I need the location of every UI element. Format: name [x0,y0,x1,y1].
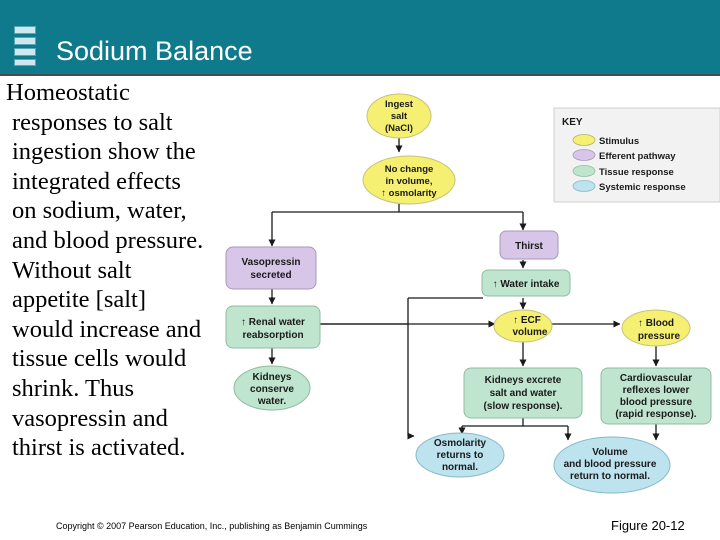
body-line: on sodium, water, [12,197,187,225]
node-label: normal. [441,462,479,473]
node-volume-bp-normal [554,437,670,493]
node-thirst [500,231,558,259]
key-swatch-systemic [573,181,595,192]
node-kidneys-conserve [234,366,310,410]
key-swatch-tissue [573,166,595,177]
node-renal-water [226,306,320,348]
node-label: salt and water [489,388,557,399]
key-label: Stimulus [599,136,640,147]
node-label: salt [390,111,408,122]
node-label: and blood pressure [563,459,657,470]
body-line: responses to salt [12,108,173,136]
body-line: appetite [salt] [12,286,147,314]
node-label: Kidneys [252,372,292,383]
body-line: vasopressin and [12,404,168,432]
node-label: blood pressure [619,397,693,408]
node-label: reflexes lower [622,385,690,396]
node-label: pressure [637,331,681,342]
key-label: Efferent pathway [599,151,676,162]
node-osmolarity-normal [416,433,504,477]
node-label: (slow response). [483,401,563,412]
body-line: tissue cells would [12,345,187,373]
node-label: Ingest [385,99,413,110]
node-label: conserve [250,384,294,395]
body-line: integrated effects [12,167,181,195]
node-label: (rapid response). [615,409,697,420]
copyright-notice: Copyright © 2007 Pearson Education, Inc., publishing as Benjamin Cummings [56,521,368,531]
node-label: secreted [250,270,292,281]
node-label: reabsorption [242,330,304,341]
body-line: and blood pressure. [12,226,204,254]
figure-label: Figure 20-12 [611,518,685,533]
slide-title: Sodium Balance [56,36,253,66]
key-title: KEY [562,117,583,128]
node-label: No change [384,164,434,175]
body-line: shrink. Thus [12,374,135,402]
node-label: ↑ osmolarity [381,188,437,199]
body-line: ingestion show the [12,138,196,166]
node-ingest-salt [367,94,431,138]
node-label: Osmolarity [433,438,487,449]
node-label: Kidneys excrete [484,375,562,386]
node-label: Vasopressin [241,257,301,268]
node-label: (NaCl) [385,123,413,134]
key-label: Systemic response [599,182,686,193]
node-label: ↑ Blood [637,318,675,329]
key-swatch-stimulus [573,135,595,146]
node-label: ↑ Water intake [492,279,560,290]
node-vasopressin [226,247,316,289]
node-kidneys-excrete [464,368,582,418]
node-cardio-reflexes [601,368,711,424]
body-line: thirst is activated. [12,434,186,462]
node-label: Cardiovascular [619,373,693,384]
node-label: Thirst [515,241,543,252]
node-label: in volume, [385,176,433,187]
key-swatch-efferent [573,150,595,161]
node-label: water. [257,396,287,407]
node-ecf-volume [494,310,552,342]
node-label: volume [512,327,548,338]
node-label: returns to [436,450,484,461]
body-line: would increase and [12,315,202,343]
node-label: return to normal. [569,471,651,482]
node-label: ↑ Renal water [241,317,305,328]
diagram-key [554,108,720,202]
node-water-intake [482,270,570,296]
node-no-change [363,156,455,204]
node-label: Volume [592,447,628,458]
body-line: Homeostatic [6,79,130,106]
node-label: ↑ ECF [513,315,541,326]
node-blood-pressure [622,310,690,346]
key-label: Tissue response [599,167,674,178]
body-line: Without salt [12,256,132,284]
